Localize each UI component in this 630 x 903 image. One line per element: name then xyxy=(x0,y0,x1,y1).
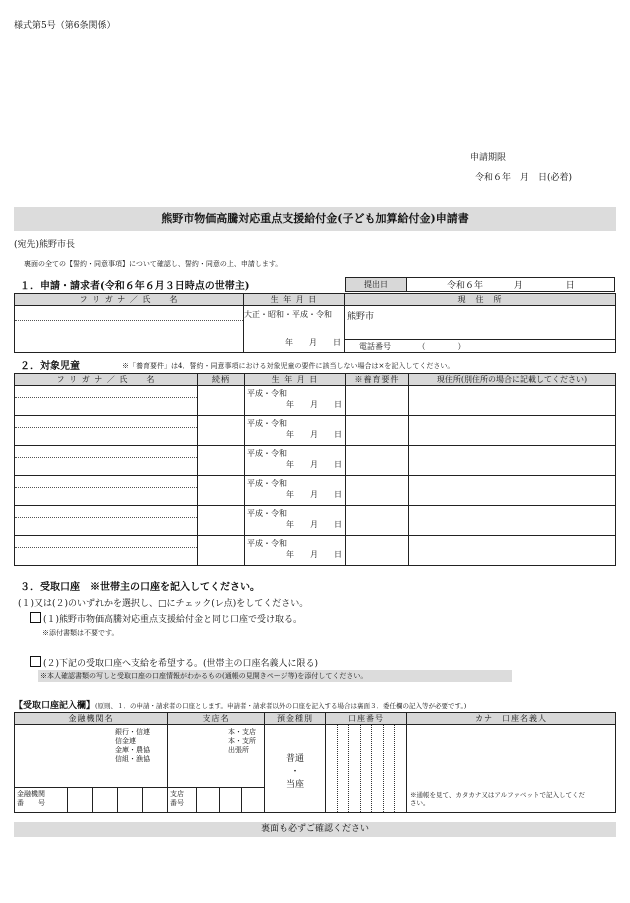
birth-ymd: 年 月 日 xyxy=(285,338,341,347)
bank-code-box[interactable] xyxy=(118,788,143,812)
col-branch: 支店名 xyxy=(168,713,265,725)
bank-heading: 【受取口座記入欄】 xyxy=(14,701,96,711)
children-table xyxy=(14,373,616,566)
col-birth: 生 年 月 日 xyxy=(244,294,345,306)
col-child-address: 現住所(別住所の場合に記載してください) xyxy=(409,374,616,386)
branch-code-label: 支店 xyxy=(170,790,184,798)
branch-name-field[interactable] xyxy=(168,725,265,813)
deadline-date: 令和６年 月 日(必着) xyxy=(475,173,573,183)
footer-bar xyxy=(14,822,616,837)
phone-label: 電話番号 xyxy=(359,342,391,351)
submit-date-table xyxy=(345,277,615,292)
form-number: 様式第5号（第6条関係） xyxy=(14,21,116,31)
branch-code-box[interactable] xyxy=(242,788,264,812)
col-type: 預金種別 xyxy=(265,713,326,725)
account-type-field[interactable] xyxy=(265,725,326,813)
branch-code-box[interactable] xyxy=(197,788,220,812)
bank-type-3: 金庫・農協 xyxy=(115,746,150,754)
era-options: 大正・昭和・平成・令和 xyxy=(244,310,332,319)
col-account-holder: カナ 口座名義人 xyxy=(407,713,616,725)
col-child-name: フ リ ガ ナ ／ 氏 名 xyxy=(15,374,198,386)
applicant-table xyxy=(14,293,616,353)
deadline-label: 申請期限 xyxy=(470,153,507,163)
intro-text: 裏面の全ての【誓約・同意事項】について確認し、誓約・同意の上、申請します。 xyxy=(24,260,283,268)
account-holder-field[interactable] xyxy=(407,725,616,813)
submit-era: 令和６年 xyxy=(447,281,484,291)
section3-instruction: (１)又は(２)のいずれかを選択し、□にチェック(レ点)をしてください。 xyxy=(18,599,309,609)
submit-label: 提出日 xyxy=(346,278,407,292)
bank-code-label-2: 番 号 xyxy=(17,799,45,807)
holder-note: ※通帳を見て、カタカナ又はアルファベットで記入してください。 xyxy=(410,791,585,807)
account-number-field[interactable] xyxy=(326,725,407,813)
page-title: 熊野市物価高騰対応重点支援給付金(子ども加算給付金)申請書 xyxy=(161,212,469,225)
child-row[interactable]: 平成・令和 年 月 日 xyxy=(15,536,616,566)
option1-checkbox[interactable] xyxy=(30,612,41,623)
branch-code-box[interactable] xyxy=(220,788,243,812)
branch-type-3: 出張所 xyxy=(228,746,249,754)
col-bank: 金融機関名 xyxy=(15,713,168,725)
bank-name-field[interactable] xyxy=(15,725,168,813)
col-address: 現 住 所 xyxy=(345,294,616,306)
child-row[interactable]: 平成・令和 年 月 日 xyxy=(15,506,616,536)
option2-note: ※本人確認書類の写しと受取口座の口座情報がわかるもの(通帳の見開きページ等)を添付してください。 xyxy=(38,670,512,682)
applicant-birth-field[interactable] xyxy=(244,306,345,353)
option2-label: (２)下記の受取口座へ支給を希望する。(世帯主の口座名義人に限る) xyxy=(43,659,319,669)
option2-checkbox[interactable] xyxy=(30,656,41,667)
title-bar xyxy=(14,207,616,231)
bank-code-box[interactable] xyxy=(68,788,93,812)
type-separator: ・ xyxy=(290,767,300,777)
type-ordinary: 普通 xyxy=(285,754,304,764)
option1-label: (１)熊野市物価高騰対応重点支援給付金と同じ口座で受け取る。 xyxy=(43,615,303,625)
col-relation: 続柄 xyxy=(198,374,245,386)
col-name: フ リ ガ ナ ／ 氏 名 xyxy=(15,294,244,306)
child-row[interactable]: 平成・令和 年 月 日 xyxy=(15,446,616,476)
addressee: (宛先)熊野市長 xyxy=(14,240,76,250)
option1[interactable] xyxy=(30,612,302,625)
bank-type-2: 信金連 xyxy=(115,737,136,745)
bank-heading-note: (原則、１．の申請・請求者の口座とします。申請者・請求者以外の口座を記入する場合は裏面３．委任欄の記入等が必要です。) xyxy=(95,702,467,710)
bank-heading-line xyxy=(14,698,466,711)
city-label: 熊野市 xyxy=(347,312,375,322)
section3-heading: ３．受取口座 ※世帯主の口座を記入してください。 xyxy=(20,582,260,593)
submit-day: 日 xyxy=(565,281,575,291)
section1-heading: １．申請・請求者(令和６年６月３日時点の世帯主) xyxy=(20,281,250,292)
bank-code-label: 金融機関 xyxy=(17,790,45,798)
phone-paren: （ ） xyxy=(417,342,466,351)
applicant-name-field[interactable] xyxy=(15,306,244,353)
branch-type-1: 本・支店 xyxy=(228,728,256,736)
option1-note: ※添付書類は不要です。 xyxy=(42,629,119,637)
bank-table xyxy=(14,712,616,813)
bank-code-box[interactable] xyxy=(93,788,118,812)
section2-heading: ２．対象児童 xyxy=(20,361,80,372)
applicant-address-field[interactable] xyxy=(345,306,616,353)
col-requirement: ※養育要件 xyxy=(346,374,409,386)
branch-code-label-2: 番号 xyxy=(170,799,184,807)
branch-type-2: 本・支所 xyxy=(228,737,256,745)
child-row[interactable]: 平成・令和 年 月 日 xyxy=(15,416,616,446)
bank-type-4: 信組・漁協 xyxy=(115,755,150,763)
bank-code-box[interactable] xyxy=(143,788,167,812)
submit-date-field[interactable] xyxy=(407,278,615,292)
child-row[interactable]: 平成・令和 年 月 日 xyxy=(15,476,616,506)
child-row[interactable]: 平成・令和 年 月 日 xyxy=(15,386,616,416)
bank-type-1: 銀行・信連 xyxy=(115,728,150,736)
col-account-number: 口座番号 xyxy=(326,713,407,725)
submit-month: 月 xyxy=(513,281,523,291)
footer-text: 裏面も必ずご確認ください xyxy=(260,824,369,834)
option2[interactable] xyxy=(30,656,318,669)
type-current: 当座 xyxy=(285,780,304,790)
section2-note: ※「養育要件」は4．誓約・同意事項における対象児童の要件に該当しない場合は×を記入してください。 xyxy=(122,362,455,370)
col-child-birth: 生 年 月 日 xyxy=(245,374,346,386)
